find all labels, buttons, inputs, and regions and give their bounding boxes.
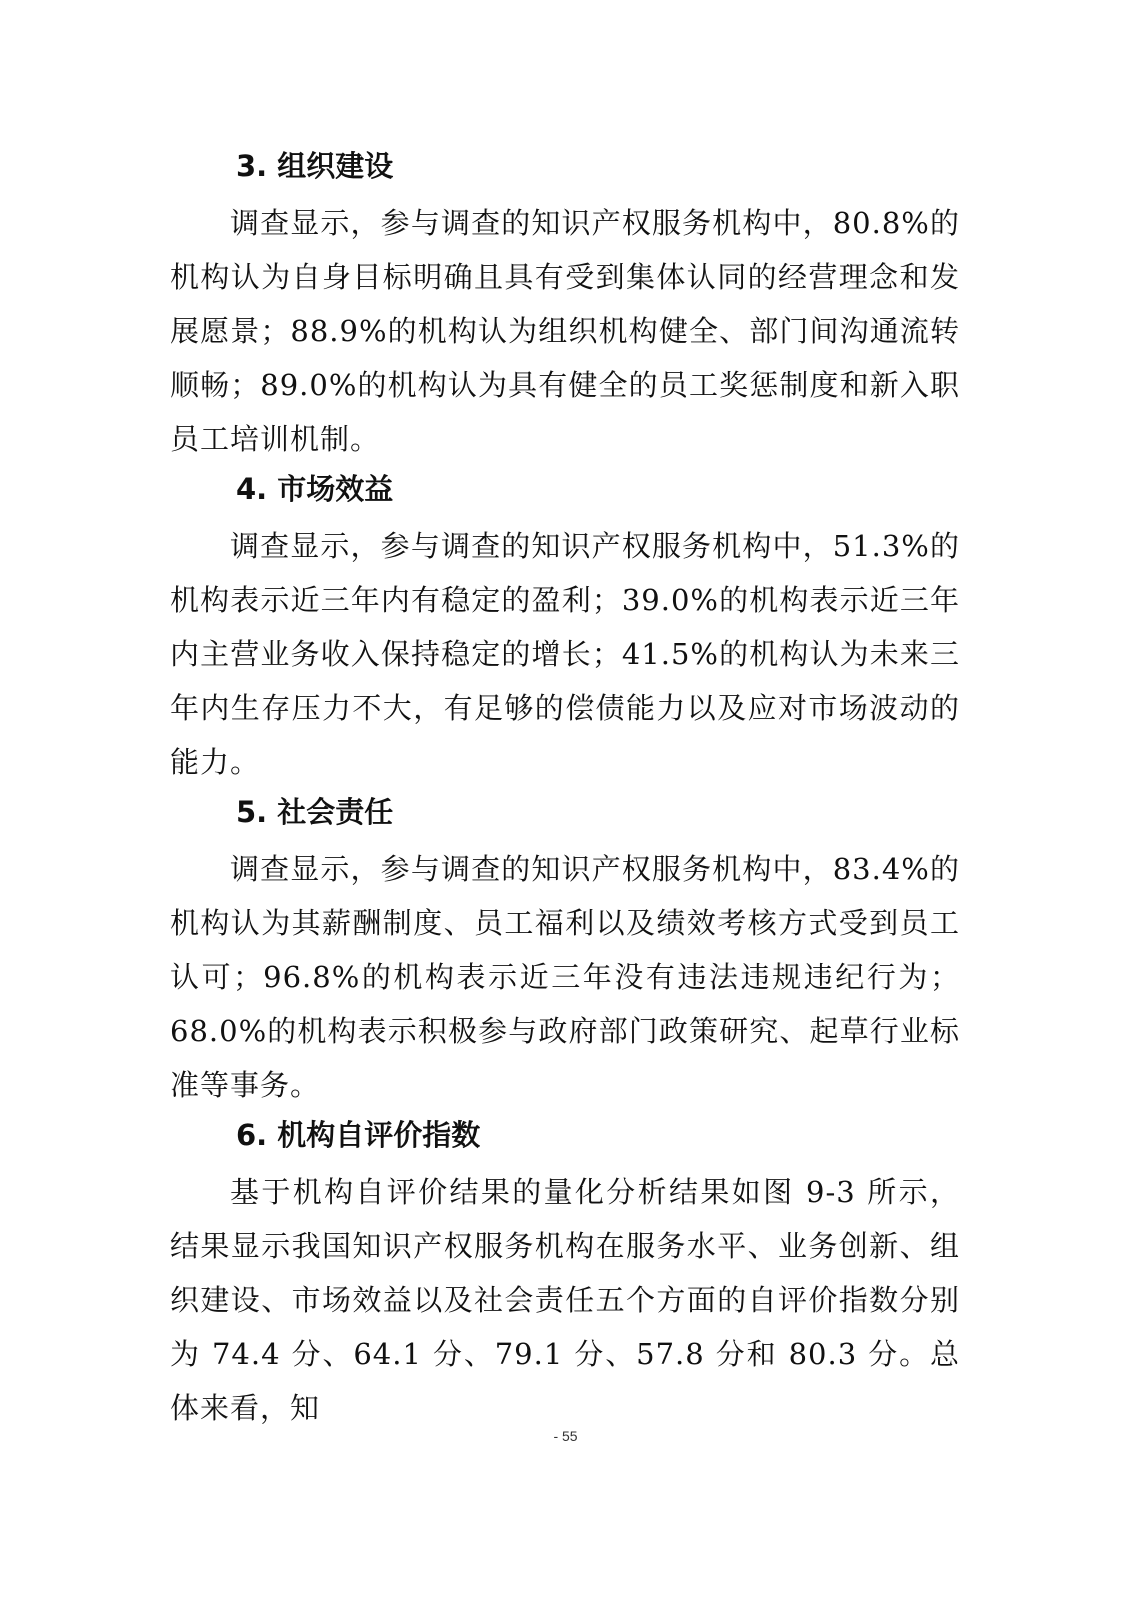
section-paragraph-market-benefit: 调查显示，参与调查的知识产权服务机构中，51.3%的机构表示近三年内有稳定的盈利；39.0%的机构表示近三年内主营业务收入保持稳定的增长；41.5%的机构认为未来三年内生存压力不大，有足够的偿债能力以及应对市场波动的能力。 bbox=[170, 529, 960, 779]
section-heading-market-benefit: 4. 市场效益 bbox=[236, 472, 394, 506]
section-heading-social-responsibility: 5. 社会责任 bbox=[236, 795, 394, 829]
section-heading-organization: 3. 组织建设 bbox=[236, 149, 394, 183]
section-paragraph-organization: 调查显示，参与调查的知识产权服务机构中，80.8%的机构认为自身目标明确且具有受到集体认同的经营理念和发展愿景；88.9%的机构认为组织机构健全、部门间沟通流转顺畅；89.0%的机构认为具有健全的员工奖惩制度和新入职员工培训机制。 bbox=[170, 206, 960, 456]
section-paragraph-self-evaluation-index: 基于机构自评价结果的量化分析结果如图 9-3 所示，结果显示我国知识产权服务机构在服务水平、业务创新、组织建设、市场效益以及社会责任五个方面的自评价指数分别为 74.4 分、64.1 分、79.1 分、57.8 分和 80.3 分。总体来看，知 bbox=[170, 1175, 960, 1425]
section-heading-self-evaluation-index: 6. 机构自评价指数 bbox=[236, 1118, 481, 1152]
page-number: - 55 bbox=[553, 1428, 578, 1444]
section-paragraph-social-responsibility: 调查显示，参与调查的知识产权服务机构中，83.4%的机构认为其薪酬制度、员工福利以及绩效考核方式受到员工认可；96.8%的机构表示近三年没有违法违规违纪行为；68.0%的机构表示积极参与政府部门政策研究、起草行业标准等事务。 bbox=[170, 852, 960, 1102]
